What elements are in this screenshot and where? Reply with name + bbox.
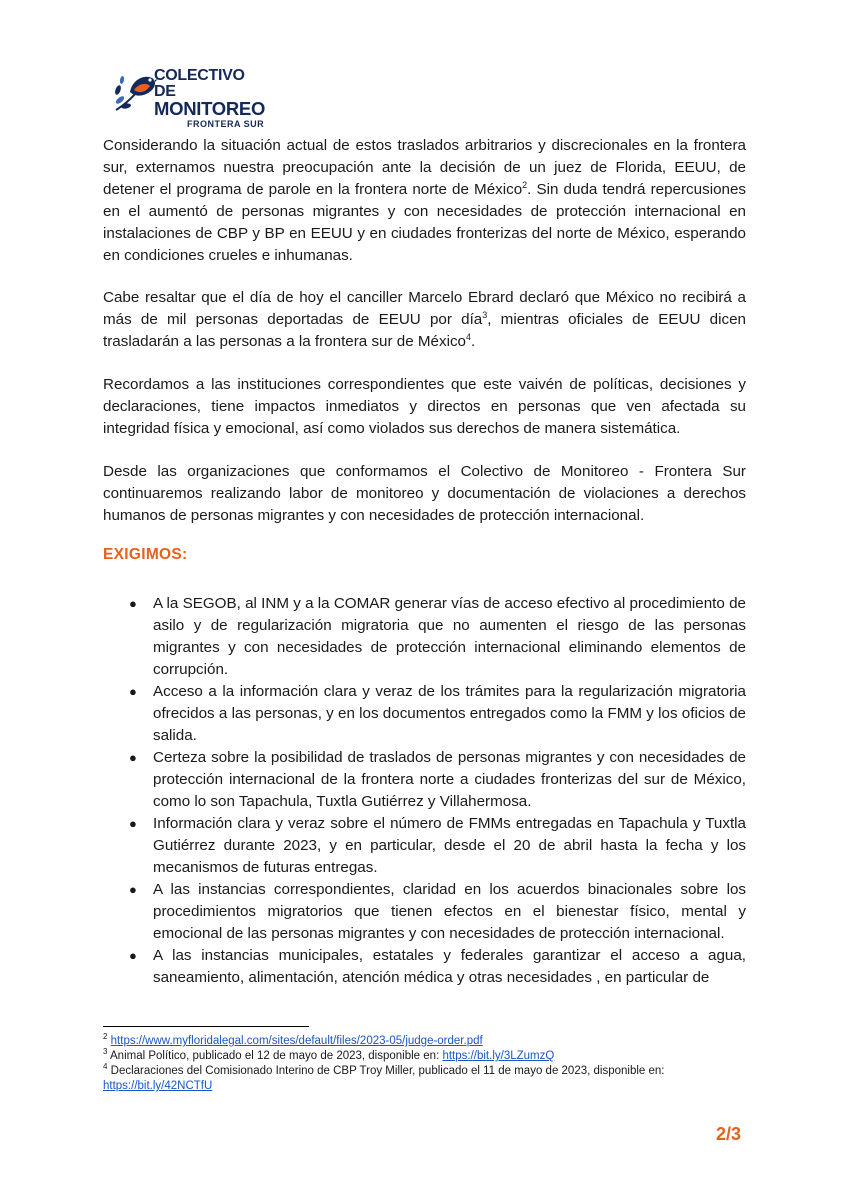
paragraph-monitoring: Desde las organizaciones que conformamos el Colectivo de Monitoreo - Frontera Sur continuaremos realizando labor de monitoreo y documentación de violaciones a derechos humanos de personas migrantes y con necesidades de protección internacional. [103, 463, 746, 524]
demands-list [103, 593, 746, 989]
footnote-ref[interactable]: 4 [466, 331, 472, 342]
footnote-number: 3 [103, 1047, 108, 1057]
list-item-text: Certeza sobre la posibilidad de traslados de personas migrantes y con necesidades de protección internacional de la frontera norte a ciudades fronterizas del sur de México, como lo son Tapachula, Tuxtla Gutiérrez y Villahermosa. [153, 749, 746, 810]
footnote-number: 2 [103, 1032, 108, 1042]
footnote-link[interactable]: https://www.myfloridalegal.com/sites/default/files/2023-05/judge-order.pdf [110, 1035, 483, 1047]
list-item [103, 747, 746, 813]
footnote-4 [103, 1064, 743, 1094]
logo-line-3: FRONTERA SUR [187, 118, 265, 129]
list-item-text: A la SEGOB, al INM y a la COMAR generar vías de acceso efectivo al procedimiento de asilo y de regularización migratoria que no aumenten el riesgo de las personas migrantes y con necesidades de protección internacional eliminando elementos de corrupción. [153, 595, 746, 678]
list-item [103, 813, 746, 879]
page-number: 2/3 [716, 1124, 742, 1144]
paragraph-ebrard [103, 287, 746, 353]
list-item-text: Información clara y veraz sobre el número de FMMs entregadas en Tapachula y Tuxtla Gutiérrez durante 2023, y en particular, desde el 20 de abril hasta la fecha y los mecanismos de futuras entregas. [153, 815, 746, 876]
footnote-link[interactable]: https://bit.ly/42NCTfU [103, 1080, 213, 1092]
footnote-3 [103, 1049, 743, 1064]
footnote-ref[interactable]: 3 [482, 309, 488, 320]
paragraph-text: Considerando la situación actual de estos traslados arbitrarios y discrecionales en la frontera sur, externamos nuestra preocupación ante la decisión de un juez de Florida, EEUU, de detener el programa de parole en la frontera norte de México [103, 137, 746, 198]
demands-heading: EXIGIMOS: [103, 546, 188, 563]
list-item-text: A las instancias correspondientes, claridad en los acuerdos binacionales sobre los procedimientos migratorios que tienen efectos en el bienestar físico, mental y emocional de las personas migrantes y con necesidades de protección internacional. [153, 881, 746, 942]
list-item [103, 879, 746, 945]
list-item [103, 681, 746, 747]
logo-wordmark [154, 68, 265, 129]
bullet-icon: ● [129, 596, 137, 611]
paragraph-text: . Sin duda tendrá repercusiones en el aumentó de personas migrantes y con necesidades de protección internacional en instalaciones de CBP y BP en EEUU y en ciudades fronterizas del norte de México, esperando en condiciones crueles e inhumanas. [103, 181, 747, 264]
paragraph-parole [103, 135, 746, 267]
footnote-divider [103, 1026, 309, 1027]
footnote-text: Declaraciones del Comisionado Interino de CBP Troy Miller, publicado el 11 de mayo de 2023, disponible en: [110, 1065, 665, 1077]
paragraph-text: . [471, 333, 476, 350]
bullet-icon: ● [129, 882, 137, 897]
bullet-icon: ● [129, 816, 137, 831]
paragraph-impacts: Recordamos a las instituciones correspondientes que este vaivén de políticas, decisiones y declaraciones, tiene impactos inmediatos y directos en personas que ven afectada su integridad física y emocional, así como violados sus derechos de manera sistemática. [103, 376, 746, 437]
footnote-text: Animal Político, publicado el 12 de mayo de 2023, disponible en: [110, 1050, 443, 1062]
footnote-ref[interactable]: 2 [522, 179, 528, 190]
logo-line-1: COLECTIVO DE [154, 67, 245, 100]
footnote-2 [103, 1034, 743, 1049]
paragraph-text: , mientras oficiales de EEUU dicen trasladarán a las personas a la frontera sur de México [103, 311, 746, 350]
logo-line-2: MONITOREO [154, 98, 266, 119]
footnote-link[interactable]: https://bit.ly/3LZumzQ [442, 1050, 555, 1062]
footnotes [103, 1034, 743, 1094]
bullet-icon: ● [129, 684, 137, 699]
bullet-icon: ● [129, 750, 137, 765]
paragraph-text: Cabe resaltar que el día de hoy el canciller Marcelo Ebrard declaró que México no recibirá a más de mil personas deportadas de EEUU por día [103, 289, 746, 328]
list-item [103, 945, 746, 989]
list-item-text: Acceso a la información clara y veraz de los trámites para la regularización migratoria ofrecidos a las personas, y en los documentos entregados como la FMM y los oficios de salida. [153, 683, 746, 744]
list-item [103, 593, 746, 681]
bird-leaves-icon [112, 66, 158, 116]
footnote-number: 4 [103, 1062, 108, 1072]
list-item-text: A las instancias municipales, estatales y federales garantizar el acceso a agua, saneamiento, alimentación, atención médica y otras necesidades , en particular de [153, 947, 746, 986]
organization-logo [112, 62, 266, 129]
bullet-icon: ● [129, 948, 137, 963]
